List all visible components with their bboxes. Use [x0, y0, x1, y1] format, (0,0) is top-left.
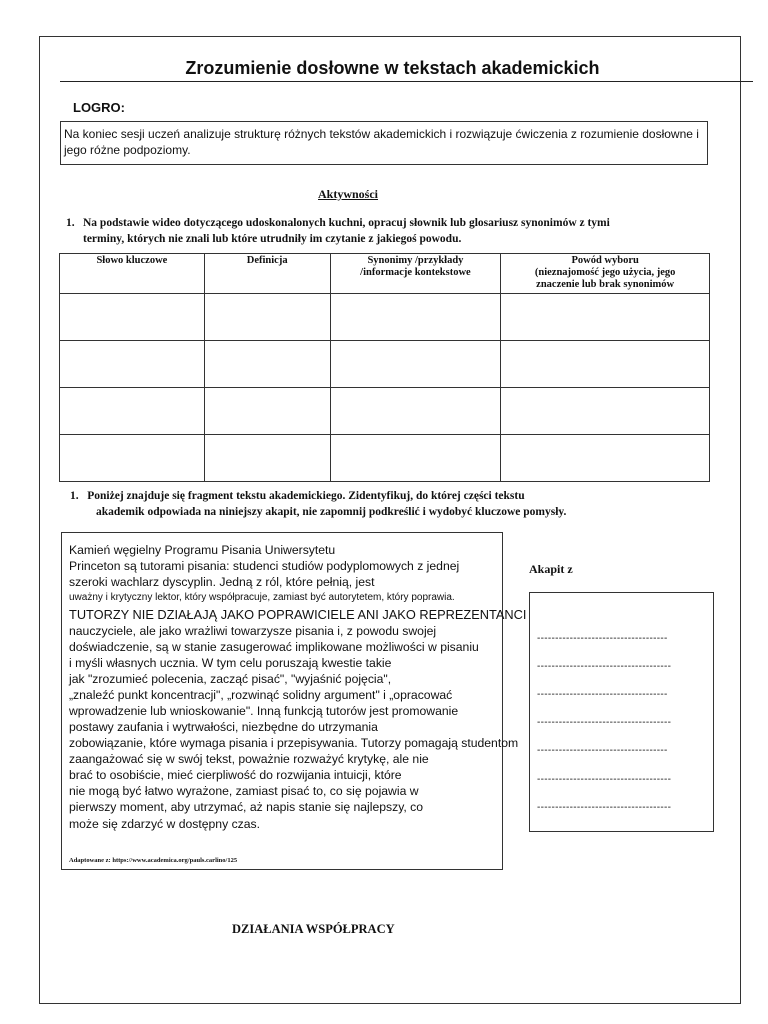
answer-line[interactable]: -------------------------------------: [537, 717, 672, 728]
question-2-number: 1.: [70, 490, 79, 502]
passage-line: pierwszy moment, aby utrzymać, aż napis stanie się najlepszy, co: [69, 800, 424, 814]
passage-line: doświadczenie, są w stanie zasugerować implikowane możliwości w pisaniu: [69, 640, 479, 654]
title-underline: [60, 81, 753, 82]
table-cell[interactable]: [330, 294, 501, 341]
table-row: [60, 388, 710, 435]
passage-line: brać to osobiście, mieć cierpliwość do rozwijania intuicji, które: [69, 768, 402, 782]
passage-line: Princeton są tutorami pisania: studenci studiów podyplomowych z jednej: [69, 559, 460, 573]
table-cell[interactable]: [204, 341, 330, 388]
question-1: [66, 215, 706, 247]
column-header-definition: Definicja: [204, 254, 330, 294]
question-1-number: 1.: [66, 217, 75, 229]
akapit-label: Akapit z: [529, 562, 573, 576]
passage-line: TUTORZY NIE DZIAŁAJĄ JAKO POPRAWICIELE ANI JAKO REPREZENTANCI: [69, 607, 527, 622]
question-2-line-1: Poniżej znajduje się fragment tekstu akademickiego. Zidentyfikuj, do której części tekstu: [87, 490, 525, 502]
question-1-line-2: terminy, których nie znali lub które utrudniły im czytanie z jakiegoś powodu.: [83, 233, 462, 245]
column-header-reason-line-1: Powód wyboru: [571, 255, 639, 266]
table-cell[interactable]: [501, 435, 710, 482]
answer-line[interactable]: ------------------------------------: [537, 689, 668, 700]
passage-line: „znaleźć punkt koncentracji", „rozwinąć solidny argument" i „opracować: [69, 688, 453, 702]
table-row: [60, 435, 710, 482]
answer-line[interactable]: ------------------------------------: [537, 633, 668, 644]
academic-passage-box: [61, 532, 527, 870]
table-cell[interactable]: [204, 294, 330, 341]
page-title: Zrozumienie dosłowne w tekstach akademickich: [185, 58, 600, 78]
activities-heading: Aktywności: [318, 187, 379, 201]
table-cell[interactable]: [60, 341, 205, 388]
passage-line: zobowiązanie, które wymaga pisania i przepisywania. Tutorzy pomagają studentom: [69, 736, 519, 750]
passage-line: wprowadzenie lub wnioskowanie". Inną funkcją tutorów jest promowanie: [69, 704, 459, 718]
table-cell[interactable]: [330, 388, 501, 435]
table-cell[interactable]: [204, 388, 330, 435]
table-cell[interactable]: [330, 341, 501, 388]
column-header-keyword: Słowo kluczowe: [60, 254, 205, 294]
table-row: [60, 294, 710, 341]
collaboration-heading: DZIAŁANIA WSPÓŁPRACY: [232, 922, 395, 936]
table-cell[interactable]: [204, 435, 330, 482]
passage-line: nie mogą być łatwo wyrażone, zamiast pisać to, co się pojawia w: [69, 784, 419, 798]
column-header-reason-line-3: znaczenie lub brak synonimów: [536, 279, 675, 290]
table-cell[interactable]: [60, 435, 205, 482]
column-header-synonyms-line-1: Synonimy /przykłady: [367, 255, 464, 266]
answer-line[interactable]: ------------------------------------: [537, 745, 668, 756]
question-2-line-2: akademik odpowiada na niniejszy akapit, nie zapomnij podkreślić i wydobyć kluczowe pomysły.: [96, 506, 567, 518]
answer-line[interactable]: -------------------------------------: [537, 774, 672, 785]
column-header-reason-line-2: (nieznajomość jego użycia, jego: [534, 267, 676, 278]
passage-line: uważny i krytyczny lektor, który współpracuje, zamiast być autorytetem, który poprawia.: [69, 592, 455, 603]
passage-line: postawy zaufania i wytrwałości, niezbędne do utrzymania: [69, 720, 378, 734]
table-cell[interactable]: [60, 388, 205, 435]
passage-source: Adaptowane z: https://www.academica.org/pauls.carlino/125: [69, 857, 238, 864]
table-cell[interactable]: [501, 294, 710, 341]
passage-line: Kamień węgielny Programu Pisania Uniwersytetu: [69, 543, 336, 557]
akapit-answer-box: [529, 592, 714, 832]
passage-line: nauczyciele, ale jako wrażliwi towarzysze pisania i, z powodu swojej: [69, 624, 437, 638]
vocabulary-table: [59, 253, 710, 482]
table-cell[interactable]: [60, 294, 205, 341]
learning-goal-box: Na koniec sesji uczeń analizuje strukturę różnych tekstów akademickich i rozwiązuje ćwiczenia z rozumienie dosłowne i jego różne podpoziomy.: [60, 121, 708, 165]
table-cell[interactable]: [501, 388, 710, 435]
table-row: [60, 341, 710, 388]
passage-line: jak "zrozumieć polecenia, zacząć pisać", "wyjaśnić pojęcia",: [69, 672, 392, 686]
passage-line: może się zdarzyć w dostępny czas.: [69, 817, 261, 831]
passage-line: szeroki wachlarz dyscyplin. Jedną z ról, które pełnią, jest: [69, 575, 375, 589]
column-header-synonyms: [330, 254, 501, 294]
table-cell[interactable]: [501, 341, 710, 388]
table-cell[interactable]: [330, 435, 501, 482]
question-1-line-1: Na podstawie wideo dotyczącego udoskonalonych kuchni, opracuj słownik lub glosariusz synonimów z tymi: [83, 217, 610, 229]
table-header-row: [60, 254, 710, 294]
passage-line: zaangażować się w swój tekst, poważnie rozważyć krytykę, ale nie: [69, 752, 429, 766]
logro-label: LOGRO:: [73, 100, 125, 115]
question-2: [70, 488, 658, 520]
column-header-reason: [501, 254, 710, 294]
answer-line[interactable]: -------------------------------------: [537, 661, 672, 672]
passage-line: i myśli własnych ucznia. W tym celu poruszają kwestie takie: [69, 656, 392, 670]
answer-line[interactable]: -------------------------------------: [537, 802, 672, 813]
column-header-synonyms-line-2: /informacje kontekstowe: [360, 267, 471, 278]
